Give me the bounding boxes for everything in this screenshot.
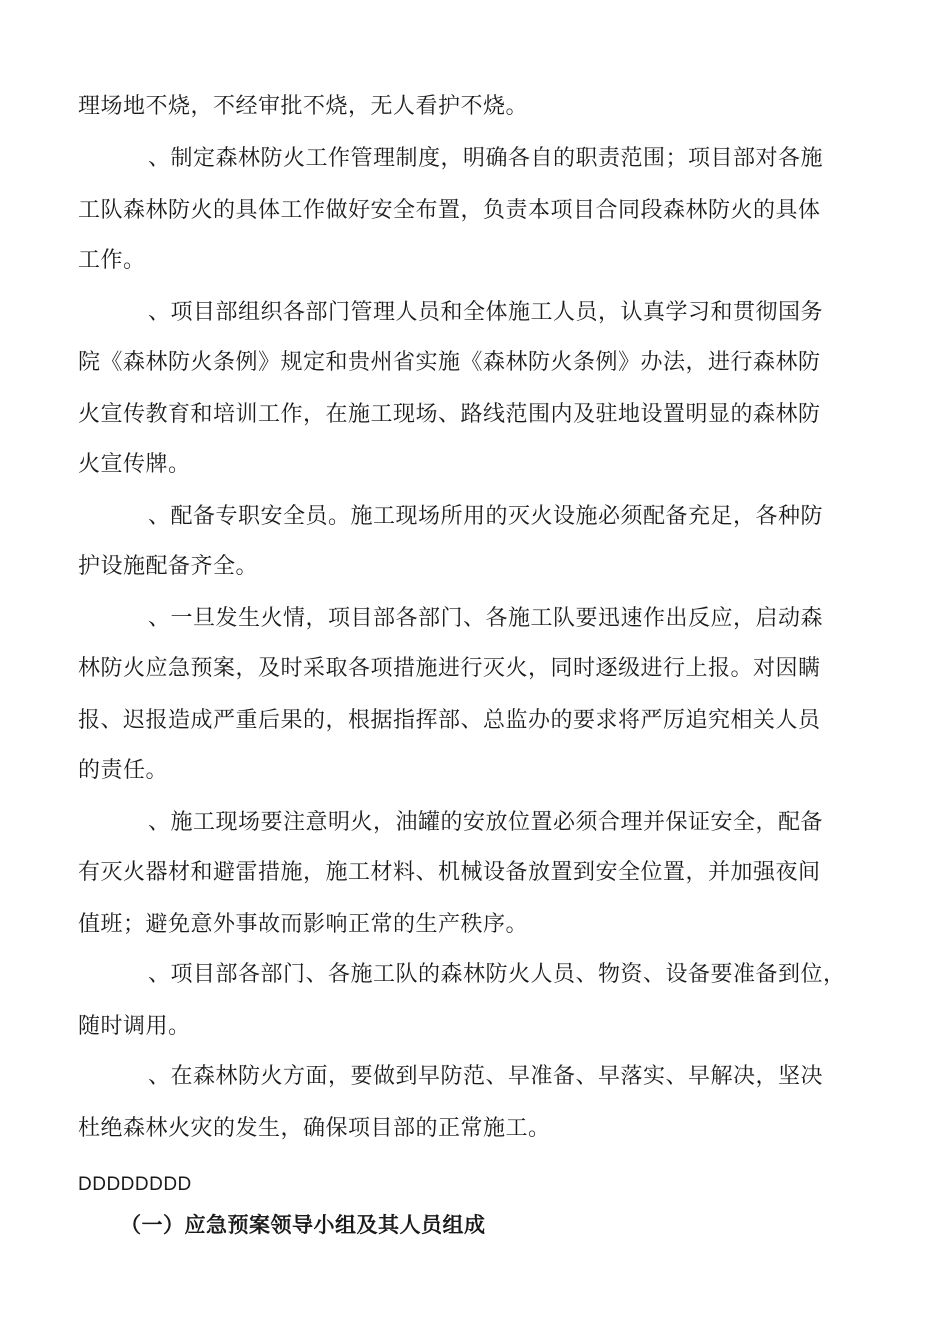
- paragraph-line: 林防火应急预案，及时采取各项措施进行灭火，同时逐级进行上报。对因瞒: [78, 656, 821, 681]
- paragraph-line: 、项目部各部门、各施工队的森林防火人员、物资、设备要准备到位，: [148, 962, 846, 987]
- paragraph-line: 火宣传牌。: [78, 452, 191, 477]
- paragraph-line: 、项目部组织各部门管理人员和全体施工人员，认真学习和贯彻国务: [148, 300, 824, 325]
- paragraph-line: 值班；避免意外事故而影响正常的生产秩序。: [78, 912, 529, 937]
- paragraph-line: 院《森林防火条例》规定和贵州省实施《森林防火条例》办法，进行森林防: [78, 350, 821, 375]
- paragraph-line: 杜绝森林火灾的发生，确保项目部的正常施工。: [78, 1116, 551, 1141]
- section-heading: （一）应急预案领导小组及其人员组成: [120, 1213, 486, 1237]
- paragraph-line: 、制定森林防火工作管理制度，明确各自的职责范围；项目部对各施: [148, 146, 824, 171]
- paragraph-line: 的责任。: [78, 758, 169, 783]
- paragraph-line: 理场地不烧，不经审批不烧，无人看护不烧。: [78, 94, 529, 119]
- paragraph-line: 报、迟报造成严重后果的，根据指挥部、总监办的要求将严厉追究相关人员: [78, 708, 821, 733]
- paragraph-line: 、施工现场要注意明火，油罐的安放位置必须合理并保证安全，配备: [148, 810, 824, 835]
- paragraph-line: 随时调用。: [78, 1014, 191, 1039]
- paragraph-line: 工队森林防火的具体工作做好安全布置，负责本项目合同段森林防火的具体: [78, 198, 821, 223]
- paragraph-line: 火宣传教育和培训工作，在施工现场、路线范围内及驻地设置明显的森林防: [78, 402, 821, 427]
- paragraph-line: 、配备专职安全员。施工现场所用的灭火设施必须配备充足，各种防: [148, 504, 824, 529]
- paragraph-line: 护设施配备齐全。: [78, 554, 259, 579]
- paragraph-line: 工作。: [78, 248, 146, 273]
- paragraph-line: 有灭火器材和避雷措施，施工材料、机械设备放置到安全位置，并加强夜间: [78, 860, 821, 885]
- paragraph-line: 、一旦发生火情，项目部各部门、各施工队要迅速作出反应，启动森: [148, 606, 824, 631]
- paragraph-line: 、在森林防火方面，要做到早防范、早准备、早落实、早解决，坚决: [148, 1064, 824, 1089]
- placeholder-text: DDDDDDDD: [78, 1174, 192, 1195]
